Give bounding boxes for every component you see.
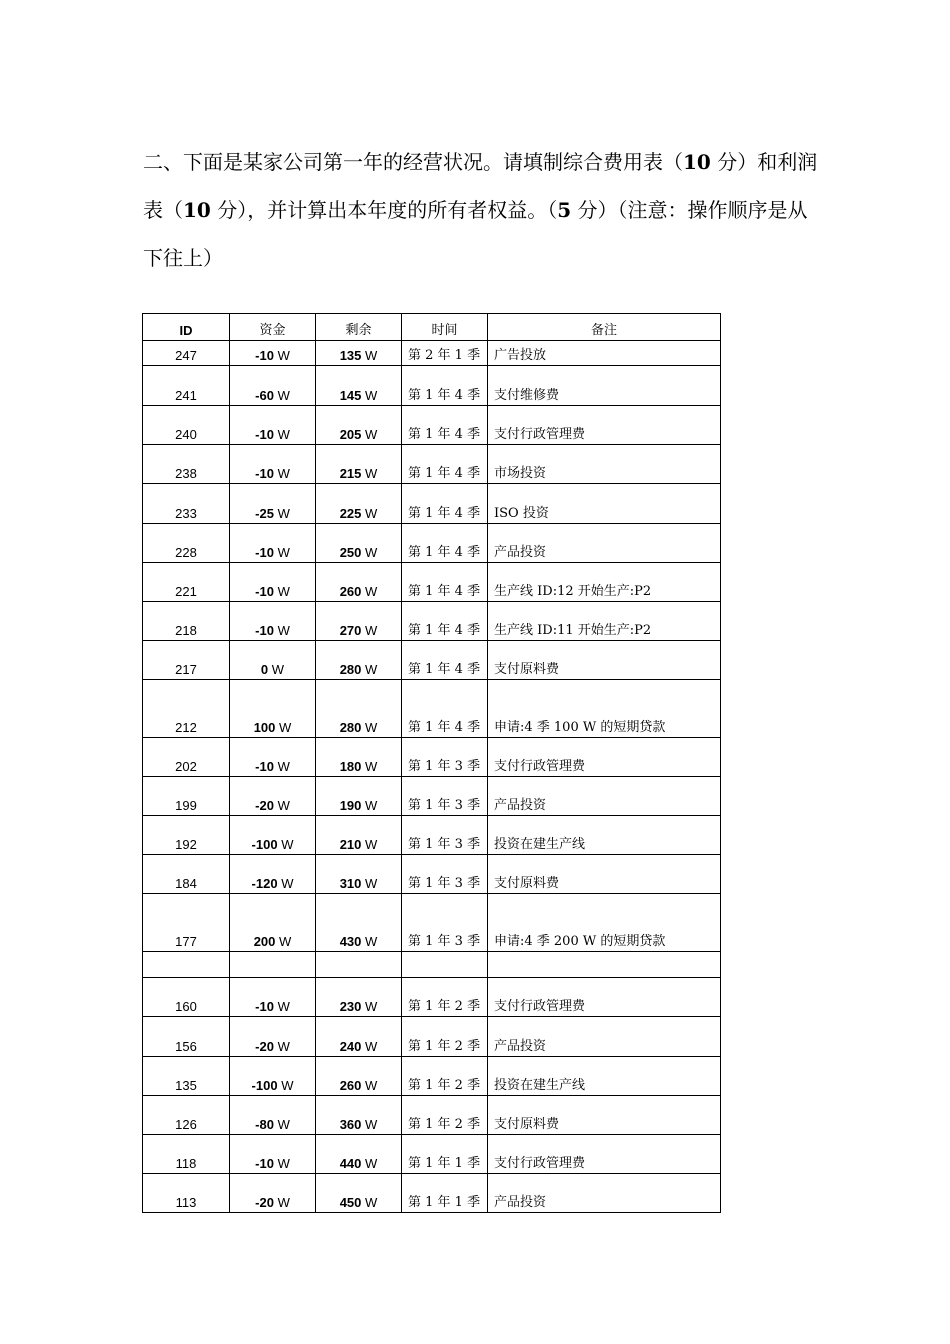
table-row [143, 1057, 721, 1096]
unit-label: W [365, 837, 378, 852]
cell-remain [316, 1135, 402, 1174]
cell-time: 第 1 年 2 季 [402, 1057, 488, 1096]
cell-time: 第 1 年 4 季 [402, 445, 488, 484]
unit-label: W [281, 1078, 294, 1093]
cell-fund-value: -10 [255, 545, 274, 560]
table-row [143, 484, 721, 524]
cell-fund [230, 816, 316, 855]
cell-remain [316, 445, 402, 484]
cell-fund [230, 855, 316, 894]
cell-remain-value: 210 [339, 837, 362, 852]
cell-fund-value: -100 [251, 837, 278, 852]
cell-fund [230, 952, 316, 978]
cell-fund [230, 1096, 316, 1135]
cell-id: 218 [143, 602, 230, 641]
cell-fund-value: 0 [260, 662, 269, 677]
cell-id: 113 [143, 1174, 230, 1213]
cell-time: 第 1 年 4 季 [402, 524, 488, 563]
cell-time: 第 1 年 1 季 [402, 1135, 488, 1174]
cell-remain-value: 135 [339, 348, 362, 363]
cell-remain-value: 450 [339, 1195, 362, 1210]
cell-remain [316, 1057, 402, 1096]
cell-fund [230, 524, 316, 563]
question-part: 二、下面是某家公司第一年的经营状况。请填制综合费用表（ [143, 150, 683, 174]
unit-label: W [281, 876, 294, 891]
unit-label: W [281, 837, 294, 852]
cell-fund [230, 1135, 316, 1174]
question-text [143, 138, 823, 282]
cell-fund [230, 680, 316, 738]
cell-fund-value: -10 [255, 584, 274, 599]
cell-time [402, 952, 488, 978]
cell-remain [316, 777, 402, 816]
unit-label: W [365, 348, 378, 363]
unit-label: W [279, 934, 292, 949]
cell-remain [316, 602, 402, 641]
cell-remain-value: 260 [339, 584, 362, 599]
unit-label: W [277, 584, 290, 599]
cell-note: 生产线 ID:12 开始生产:P2 [488, 563, 721, 602]
cell-remain-value: 180 [339, 759, 362, 774]
table-row [143, 855, 721, 894]
cell-time: 第 1 年 4 季 [402, 680, 488, 738]
cell-fund-value: -10 [255, 1156, 274, 1171]
unit-label: W [365, 876, 378, 891]
cell-note: 市场投资 [488, 445, 721, 484]
cell-remain [316, 1096, 402, 1135]
unit-label: W [365, 584, 378, 599]
cell-remain-value: 360 [339, 1117, 362, 1132]
cell-fund-value: -80 [255, 1117, 274, 1132]
table-row [143, 641, 721, 680]
table-header-row [143, 314, 721, 341]
unit-label: W [365, 1117, 378, 1132]
unit-label: W [365, 427, 378, 442]
cell-remain [316, 952, 402, 978]
cell-fund [230, 738, 316, 777]
cell-note: 产品投资 [488, 524, 721, 563]
cell-fund-value: 100 [253, 720, 276, 735]
cell-note [488, 952, 721, 978]
unit-label: W [365, 506, 378, 521]
cell-fund-value: -10 [255, 623, 274, 638]
cell-remain-value: 440 [339, 1156, 362, 1171]
cell-remain-value: 230 [339, 999, 362, 1014]
cell-id: 233 [143, 484, 230, 524]
unit-label: W [365, 759, 378, 774]
cell-time: 第 1 年 4 季 [402, 563, 488, 602]
table-row [143, 952, 721, 978]
cell-id: 160 [143, 978, 230, 1017]
table-row [143, 738, 721, 777]
cell-id: 126 [143, 1096, 230, 1135]
unit-label: W [277, 506, 290, 521]
table-row [143, 777, 721, 816]
cell-time: 第 1 年 4 季 [402, 641, 488, 680]
cell-fund [230, 445, 316, 484]
unit-label: W [277, 623, 290, 638]
unit-label: W [365, 388, 378, 403]
cell-remain-value: 260 [339, 1078, 362, 1093]
cell-fund-value: -120 [251, 876, 278, 891]
cell-note: 支付维修费 [488, 366, 721, 406]
cell-note: 支付行政管理费 [488, 1135, 721, 1174]
cell-id: 118 [143, 1135, 230, 1174]
cell-note: ISO 投资 [488, 484, 721, 524]
header-id: ID [143, 314, 230, 341]
table-row [143, 1096, 721, 1135]
cell-time: 第 1 年 1 季 [402, 1174, 488, 1213]
cell-fund-value: -20 [255, 1195, 274, 1210]
question-score: 10 [683, 150, 711, 174]
header-note: 备注 [488, 314, 721, 341]
cell-remain [316, 738, 402, 777]
cell-remain-value: 225 [339, 506, 362, 521]
unit-label: W [365, 934, 378, 949]
cell-time: 第 1 年 2 季 [402, 1017, 488, 1057]
cell-id: 217 [143, 641, 230, 680]
cell-time: 第 1 年 2 季 [402, 1096, 488, 1135]
cell-id: 212 [143, 680, 230, 738]
cell-id [143, 952, 230, 978]
unit-label: W [277, 798, 290, 813]
cell-id: 177 [143, 894, 230, 952]
unit-label: W [365, 466, 378, 481]
cell-id: 241 [143, 366, 230, 406]
cell-id: 192 [143, 816, 230, 855]
cell-fund [230, 641, 316, 680]
unit-label: W [365, 1078, 378, 1093]
cell-time: 第 1 年 3 季 [402, 816, 488, 855]
unit-label: W [365, 798, 378, 813]
table-row [143, 1174, 721, 1213]
cell-fund [230, 978, 316, 1017]
cell-id: 221 [143, 563, 230, 602]
cell-remain-value: 270 [339, 623, 362, 638]
cell-id: 156 [143, 1017, 230, 1057]
cell-remain-value: 190 [339, 798, 362, 813]
ledger-table [142, 313, 721, 1213]
header-fund: 资金 [230, 314, 316, 341]
cell-remain [316, 563, 402, 602]
cell-note: 支付行政管理费 [488, 406, 721, 445]
cell-fund [230, 341, 316, 366]
question-score: 5 [557, 198, 572, 222]
unit-label: W [365, 1156, 378, 1171]
unit-label: W [277, 348, 290, 363]
unit-label: W [279, 720, 292, 735]
table-row [143, 524, 721, 563]
unit-label: W [277, 759, 290, 774]
cell-id: 199 [143, 777, 230, 816]
cell-fund-value: -10 [255, 759, 274, 774]
cell-id: 135 [143, 1057, 230, 1096]
cell-remain-value: 205 [339, 427, 362, 442]
unit-label: W [365, 720, 378, 735]
unit-label: W [277, 545, 290, 560]
cell-note: 申请:4 季 200 W 的短期贷款 [488, 894, 721, 952]
unit-label: W [277, 1195, 290, 1210]
cell-time: 第 1 年 3 季 [402, 855, 488, 894]
cell-remain [316, 978, 402, 1017]
unit-label: W [277, 1156, 290, 1171]
cell-fund [230, 1017, 316, 1057]
cell-id: 247 [143, 341, 230, 366]
cell-id: 240 [143, 406, 230, 445]
cell-fund-value: -25 [255, 506, 274, 521]
unit-label: W [277, 999, 290, 1014]
table-row [143, 680, 721, 738]
unit-label: W [277, 388, 290, 403]
cell-note: 投资在建生产线 [488, 1057, 721, 1096]
unit-label: W [365, 1195, 378, 1210]
cell-fund-value: -10 [255, 999, 274, 1014]
header-time: 时间 [402, 314, 488, 341]
cell-time: 第 1 年 2 季 [402, 978, 488, 1017]
cell-time: 第 1 年 3 季 [402, 894, 488, 952]
cell-remain [316, 524, 402, 563]
cell-time: 第 1 年 4 季 [402, 366, 488, 406]
cell-remain [316, 894, 402, 952]
table-row [143, 978, 721, 1017]
table-row [143, 1017, 721, 1057]
cell-time: 第 1 年 4 季 [402, 406, 488, 445]
cell-note: 产品投资 [488, 777, 721, 816]
cell-remain-value: 145 [339, 388, 362, 403]
table-row [143, 894, 721, 952]
question-part: 分）（注意：操作顺序是从下往上） [143, 198, 808, 270]
cell-time: 第 1 年 3 季 [402, 738, 488, 777]
table-row [143, 445, 721, 484]
cell-fund [230, 894, 316, 952]
cell-fund-value: 200 [253, 934, 276, 949]
cell-fund-value: -60 [255, 388, 274, 403]
unit-label: W [365, 623, 378, 638]
question-part: 分）和利润表（ [143, 150, 818, 222]
cell-note: 支付行政管理费 [488, 978, 721, 1017]
cell-fund [230, 484, 316, 524]
cell-note: 支付原料费 [488, 855, 721, 894]
cell-note: 广告投放 [488, 341, 721, 366]
ledger-body [143, 341, 721, 1213]
unit-label: W [365, 545, 378, 560]
cell-time: 第 1 年 3 季 [402, 777, 488, 816]
cell-time: 第 2 年 1 季 [402, 341, 488, 366]
unit-label: W [277, 1117, 290, 1132]
cell-remain-value: 240 [339, 1039, 362, 1054]
table-row [143, 602, 721, 641]
cell-id: 184 [143, 855, 230, 894]
header-remain: 剩余 [316, 314, 402, 341]
cell-remain [316, 816, 402, 855]
cell-fund [230, 406, 316, 445]
unit-label: W [277, 466, 290, 481]
table-row [143, 341, 721, 366]
cell-fund-value: -20 [255, 1039, 274, 1054]
cell-remain [316, 641, 402, 680]
cell-note: 产品投资 [488, 1017, 721, 1057]
cell-note: 支付原料费 [488, 1096, 721, 1135]
cell-remain-value: 280 [339, 720, 362, 735]
cell-note: 产品投资 [488, 1174, 721, 1213]
table-row [143, 366, 721, 406]
cell-note: 支付原料费 [488, 641, 721, 680]
cell-remain-value: 280 [339, 662, 362, 677]
cell-time: 第 1 年 4 季 [402, 484, 488, 524]
cell-remain [316, 484, 402, 524]
table-row [143, 406, 721, 445]
cell-fund [230, 1057, 316, 1096]
cell-remain [316, 1017, 402, 1057]
cell-remain [316, 680, 402, 738]
cell-note: 申请:4 季 100 W 的短期贷款 [488, 680, 721, 738]
unit-label: W [271, 662, 285, 677]
unit-label: W [277, 1039, 290, 1054]
cell-id: 238 [143, 445, 230, 484]
cell-fund [230, 1174, 316, 1213]
cell-id: 228 [143, 524, 230, 563]
unit-label: W [365, 662, 378, 677]
unit-label: W [365, 999, 378, 1014]
table-row [143, 563, 721, 602]
question-score: 10 [183, 198, 211, 222]
cell-note: 投资在建生产线 [488, 816, 721, 855]
cell-remain [316, 855, 402, 894]
unit-label: W [365, 1039, 378, 1054]
cell-fund [230, 366, 316, 406]
cell-note: 支付行政管理费 [488, 738, 721, 777]
cell-fund [230, 602, 316, 641]
cell-fund-value: -10 [255, 466, 274, 481]
cell-remain [316, 366, 402, 406]
cell-fund [230, 777, 316, 816]
cell-remain-value: 310 [339, 876, 362, 891]
table-row [143, 1135, 721, 1174]
cell-remain [316, 406, 402, 445]
cell-remain [316, 341, 402, 366]
unit-label: W [277, 427, 290, 442]
cell-remain-value: 250 [339, 545, 362, 560]
table-row [143, 816, 721, 855]
cell-remain-value: 430 [339, 934, 362, 949]
cell-note: 生产线 ID:11 开始生产:P2 [488, 602, 721, 641]
question-part: 分），并计算出本年度的所有者权益。（ [217, 198, 558, 222]
cell-fund-value: -100 [251, 1078, 278, 1093]
cell-remain [316, 1174, 402, 1213]
cell-fund-value: -10 [255, 348, 274, 363]
cell-fund-value: -10 [255, 427, 274, 442]
cell-id: 202 [143, 738, 230, 777]
cell-fund-value: -20 [255, 798, 274, 813]
cell-time: 第 1 年 4 季 [402, 602, 488, 641]
cell-remain-value: 215 [339, 466, 362, 481]
cell-fund [230, 563, 316, 602]
